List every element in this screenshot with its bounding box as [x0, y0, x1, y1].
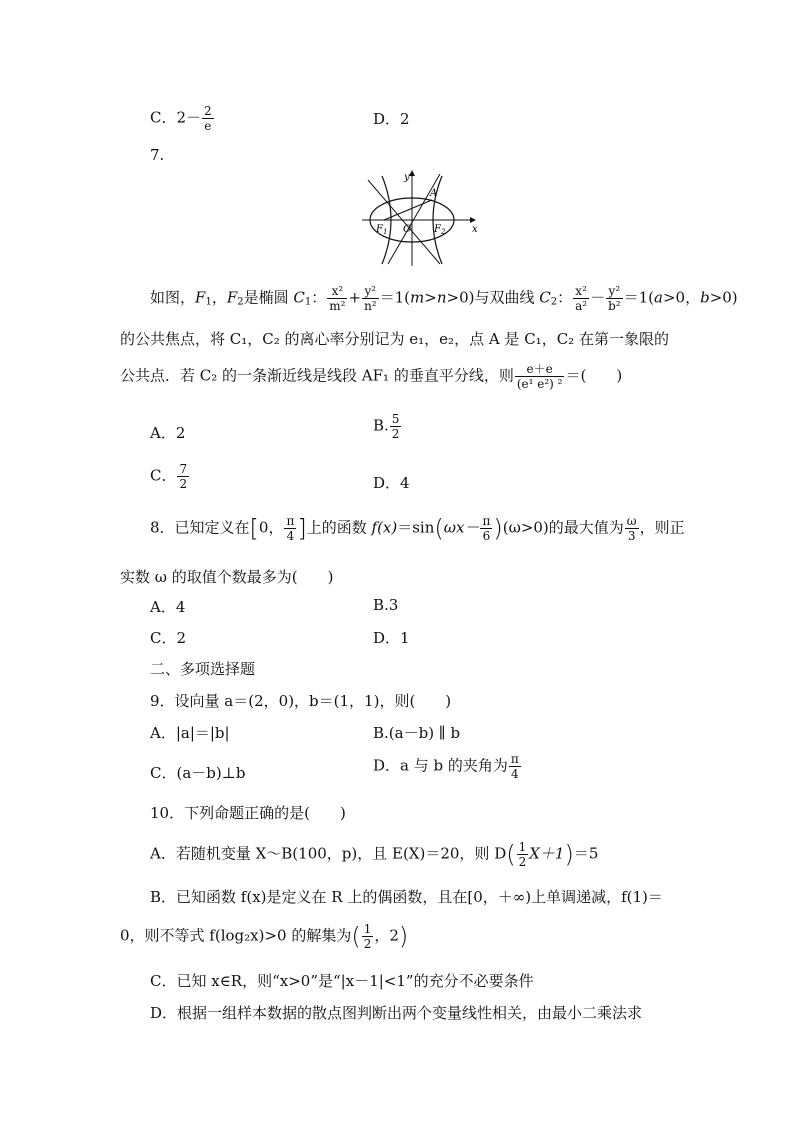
q7-l1-f2: F [226, 288, 238, 307]
q7-l1-colon: ： [311, 288, 327, 307]
label-f2-letter: F [434, 224, 441, 235]
q7-f1-den: m² [329, 299, 346, 313]
q8-w3-den: 3 [627, 529, 636, 543]
label-y: y [404, 172, 410, 183]
q6-option-c-prefix: C．2－ [150, 108, 202, 127]
q9-d-fraction [509, 752, 521, 781]
q7-l1-a: a [654, 288, 663, 307]
q7-f3-num: x² [573, 284, 589, 299]
q9-d-den: 4 [511, 767, 519, 781]
q7-l1-c: C [293, 288, 305, 307]
q10-a-den: 2 [518, 855, 527, 869]
q10-b-text: 0，则不等式 f(log₂x)>0 的解集为 [120, 926, 352, 945]
q8-pi-over-6 [480, 514, 492, 543]
q7-l1-eq2: ＝1( [623, 288, 654, 307]
q7-l3-den: (e¹ e²) ² [516, 377, 563, 391]
q10-option-c: C．已知 x∈R，则“x>0”是“|x－1|<1”的充分不必要条件 [150, 972, 534, 990]
q8-l1-zero: 0， [258, 518, 284, 537]
q7-f4-num: y² [606, 284, 623, 299]
q8-pi4-den: 4 [286, 529, 295, 543]
q7-option-d: D．4 [373, 474, 410, 492]
q7-b-prefix: B. [373, 416, 389, 435]
q7-b-num: 5 [391, 412, 400, 426]
q9-d-text: D．a 与 b 的夹角为 [373, 756, 508, 775]
q10-a-expr: X＋1 [529, 844, 565, 863]
q8-pi-over-4 [284, 514, 296, 543]
label-f2-sub: 2 [440, 228, 446, 236]
q6-option-c-fraction [202, 104, 214, 133]
q7-b-den: 2 [391, 427, 400, 441]
q7-option-c [150, 462, 190, 491]
q8-pi6-den: 6 [482, 529, 491, 543]
q10-a-text: A．若随机变量 X～B(100，p)，且 E(X)＝20，则 D [150, 844, 507, 863]
q7-line-3 [120, 362, 622, 391]
q8-option-b: B.3 [373, 596, 399, 614]
q7-l1-m: m [410, 288, 425, 307]
q7-line-2: 的公共焦点，将 C₁，C₂ 的离心率分别记为 e₁，e₂，点 A 是 C₁，C₂ 在第一象限的 [120, 330, 669, 348]
q7-frac-x-m [327, 284, 347, 313]
q7-plus: + [348, 288, 362, 307]
q8-w3-num: ω [626, 514, 637, 528]
q10-option-a [150, 840, 598, 869]
q7-c-fraction [177, 462, 189, 491]
q7-c-den: 2 [179, 477, 188, 491]
q8-option-c: C．2 [150, 629, 187, 647]
q7-minus: － [590, 288, 606, 307]
q7-l1-sub1: 1 [205, 296, 212, 308]
segment-af1 [384, 200, 432, 220]
q7-l3-fraction [515, 362, 565, 391]
q8-l1-text3: (ω>0)的最大值为 [502, 518, 624, 537]
q7-l1-f: F [195, 288, 206, 307]
q6-c-numerator: 2 [204, 104, 212, 118]
q7-l1-c2: C [539, 288, 551, 307]
q8-fx: f(x) [371, 518, 398, 537]
label-f2 [433, 224, 446, 236]
q9-option-b: B.(a－b) ∥ b [373, 724, 461, 742]
q8-sin: ＝sin [397, 518, 435, 537]
q8-l1-text4: ，则正 [639, 518, 685, 537]
q7-l1-text: 如图， [150, 288, 196, 307]
q10-b-end: ，2 [374, 926, 399, 945]
q7-f4-den: b² [608, 299, 621, 313]
label-f1 [375, 224, 387, 236]
q10-a-left-paren: ( [506, 840, 516, 869]
q10-b-right-paren: ) [398, 922, 409, 951]
q10-option-d: D．根据一组样本数据的散点图判断出两个变量线性相关，由最小二乘法求 [150, 1004, 643, 1022]
y-axis-arrow [409, 170, 415, 176]
q8-line-1 [150, 514, 685, 543]
q10-option-b-line-2 [120, 922, 408, 951]
q7-f2-den: n² [364, 299, 377, 313]
q7-l1-comma: ， [211, 288, 227, 307]
q6-option-c [150, 104, 215, 133]
q7-l1-text7: >0) [709, 288, 738, 307]
q7-f1-num: x² [327, 284, 347, 299]
q7-b-fraction [390, 412, 402, 441]
q7-l1-c2-sub: 2 [550, 296, 558, 308]
q8-left-bracket: [ [249, 514, 259, 543]
label-o: O [403, 224, 412, 235]
q10-b-left-paren: ( [351, 922, 361, 951]
q10-option-b-line-1: B．已知函数 f(x)是定义在 R 上的偶函数，且在[0，＋∞)上单调递减，f(1)＝ [150, 888, 663, 906]
label-a: A [430, 188, 438, 199]
section-heading-multiple-choice: 二、多项选择题 [150, 660, 256, 678]
q6-c-denominator: e [204, 119, 212, 133]
label-x: x [472, 224, 478, 235]
q10-b-den: 2 [363, 937, 372, 951]
q7-frac-y-n [362, 284, 379, 313]
q7-f3-den: a² [575, 299, 588, 313]
q8-l1-text: 8．已知定义在 [150, 518, 250, 537]
q7-l1-eq: ＝1( [379, 288, 411, 307]
q6-option-d: D．2 [373, 110, 410, 128]
q10-a-right-paren: ) [564, 840, 574, 869]
q9-option-c: C．(a－b)⊥b [150, 764, 246, 782]
q7-l3-answer-blank: ＝( ) [565, 366, 623, 385]
q7-l1-colon2: ： [557, 288, 573, 307]
q10-a-num: 1 [518, 840, 527, 854]
q7-l1-gt: > [424, 288, 437, 307]
x-axis-arrow [470, 217, 476, 223]
q10-stem: 10．下列命题正确的是( ) [150, 804, 346, 822]
q9-stem: 9．设向量 a＝(2，0)，b＝(1，1)，则( ) [150, 692, 452, 710]
q8-left-paren: ( [434, 514, 444, 543]
q7-line-1 [150, 284, 738, 313]
q7-l3-num: e＋e [515, 362, 565, 377]
q7-l3-text: 公共点．若 C₂ 的一条渐近线是线段 AF₁ 的垂直平分线，则 [120, 366, 514, 385]
q8-line-2: 实数 ω 的取值个数最多为( ) [120, 568, 334, 586]
q7-c-num: 7 [179, 462, 188, 476]
q8-option-d: D．1 [373, 629, 410, 647]
q9-option-d [373, 752, 522, 781]
q8-pi6-num: π [482, 514, 491, 528]
label-f1-sub: 1 [382, 228, 388, 236]
label-f1-letter: F [376, 224, 383, 235]
q10-b-num: 1 [363, 922, 372, 936]
q9-d-num: π [510, 752, 519, 766]
q8-option-a: A．4 [150, 598, 186, 616]
q7-l1-n: n [436, 288, 447, 307]
q7-frac-y-b [606, 284, 623, 313]
q7-number: 7. [150, 146, 165, 164]
q7-l1-text4: >0)与双曲线 [446, 288, 540, 307]
q10-a-fraction [517, 840, 529, 869]
q7-c-prefix: C． [150, 466, 177, 485]
q7-l1-c-sub: 1 [304, 296, 312, 308]
q7-option-a: A．2 [150, 424, 186, 442]
q7-l1-b: b [700, 288, 710, 307]
q8-omega-over-3 [625, 514, 639, 543]
q7-l1-text2: 是椭圆 [243, 288, 294, 307]
q8-omega-x: ωx－ [443, 518, 480, 537]
q8-right-paren: ) [493, 514, 503, 543]
q9-option-a: A．|a|＝|b| [150, 724, 230, 742]
q10-b-fraction [362, 922, 374, 951]
q7-l1-text6: >0， [662, 288, 701, 307]
q7-ellipse-hyperbola-figure [360, 168, 480, 268]
q8-pi4-num: π [286, 514, 295, 528]
q8-right-bracket: ] [297, 514, 307, 543]
q8-l1-text2: 上的函数 [306, 518, 372, 537]
q7-l1-sub2: 2 [237, 296, 244, 308]
q7-option-b [373, 412, 402, 441]
q7-frac-x-a [573, 284, 589, 313]
q7-f2-num: y² [362, 284, 379, 299]
q10-a-end: ＝5 [573, 844, 599, 863]
